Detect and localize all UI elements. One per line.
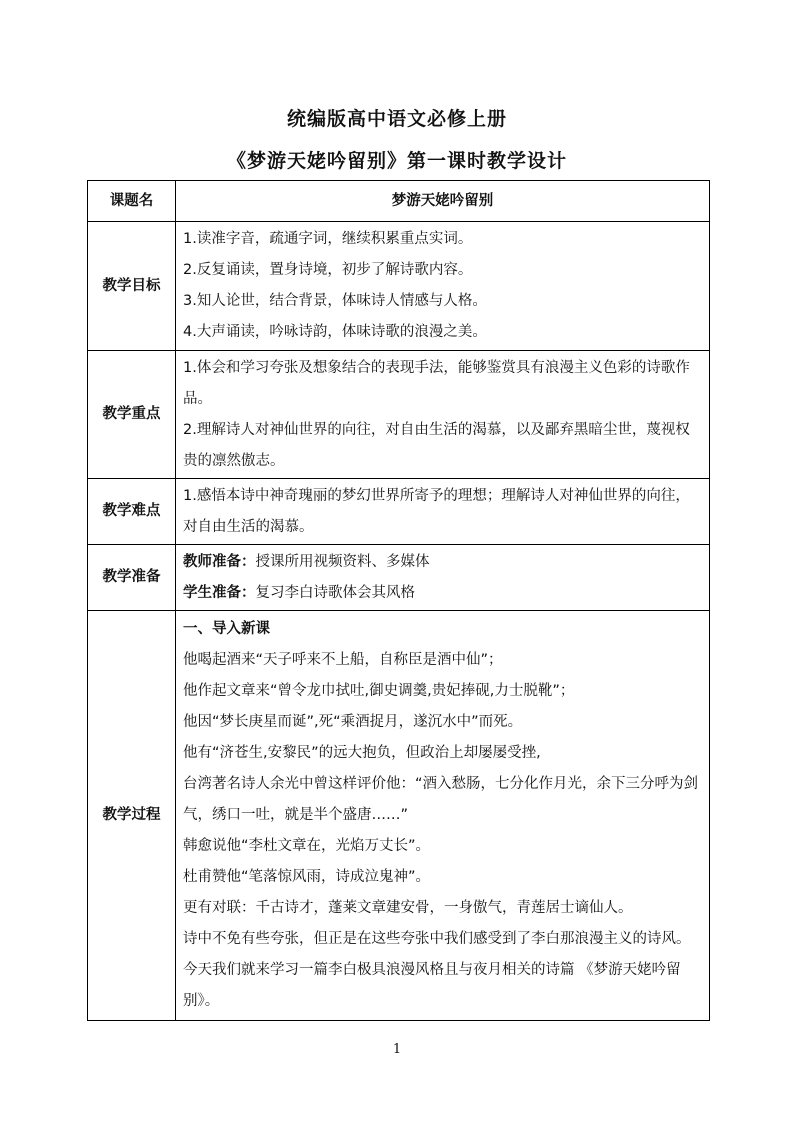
process-line: 他作起文章来“曾令龙巾拭吐,御史调羹,贵妃捧砚,力士脱靴”；	[183, 683, 575, 699]
key-points-label: 教学重点	[88, 351, 176, 479]
table-row-difficulty	[88, 479, 710, 545]
document-subtitle: 《梦游天姥吟留别》第一课时教学设计	[226, 150, 567, 172]
process-line: 他有“济苍生,安黎民”的远大抱负，但政治上却屡屡受挫,	[183, 745, 541, 761]
process-cell	[176, 611, 710, 1021]
student-preparation	[183, 578, 702, 609]
key-points-cell	[176, 351, 710, 479]
goals-label: 教学目标	[88, 222, 176, 351]
teacher-preparation-label: 教师准备：	[183, 553, 256, 570]
key-point-item: 2.理解诗人对神仙世界的向往，对自由生活的渴慕，以及鄙弃黑暗尘世，蔑视权贵的凛然傲志。	[183, 421, 690, 469]
table-row-key-points	[88, 351, 710, 479]
teacher-preparation	[183, 547, 702, 578]
process-line: 杜甫赞他“笔落惊风雨，诗成泣鬼神”。	[183, 869, 431, 885]
difficulty-label: 教学难点	[88, 479, 176, 545]
goal-item: 1.读准字音，疏通字词，继续积累重点实词。	[183, 231, 473, 247]
process-section-title: 一、导入新课	[183, 621, 270, 637]
goal-item: 2.反复诵读，置身诗境，初步了解诗歌内容。	[183, 262, 473, 278]
topic-value: 梦游天姥吟留别	[176, 181, 710, 222]
difficulty-cell	[176, 479, 710, 545]
topic-label: 课题名	[88, 181, 176, 222]
table-row-preparation	[88, 545, 710, 611]
key-point-item: 1.体会和学习夸张及想象结合的表现手法，能够鉴赏具有浪漫主义色彩的诗歌作品。	[183, 359, 690, 407]
page-number: 1	[392, 1042, 402, 1057]
process-line: 诗中不免有些夸张，但正是在这些夸张中我们感受到了李白那浪漫主义的诗风。今天我们就来学习一篇李白极具浪漫风格且与夜月相关的诗篇 《梦游天姥吟留别》。	[183, 931, 691, 1009]
preparation-cell	[176, 545, 710, 611]
process-line: 他因“梦长庚星而诞”,死“乘酒捉月，遂沉水中”而死。	[183, 714, 523, 730]
difficulty-item: 1.感悟本诗中神奇瑰丽的梦幻世界所寄予的理想；理解诗人对神仙世界的向往，对自由生活的渴慕。	[183, 487, 690, 535]
process-line: 韩愈说他“李杜文章在，光焰万丈长”。	[183, 838, 431, 854]
preparation-label: 教学准备	[88, 545, 176, 611]
process-line: 台湾著名诗人余光中曾这样评价他：“酒入愁肠，七分化作月光，余下三分呼为剑气，绣口一吐，就是半个盛唐……”	[183, 776, 699, 823]
process-line: 他喝起酒来“天子呼来不上船，自称臣是酒中仙”；	[183, 652, 503, 668]
goal-item: 3.知人论世，结合背景，体味诗人情感与人格。	[183, 293, 487, 309]
student-preparation-text: 复习李白诗歌体会其风格	[255, 584, 415, 601]
process-label: 教学过程	[88, 611, 176, 1021]
table-row-process	[88, 611, 710, 1021]
goals-cell	[176, 222, 710, 351]
table-row-goals	[88, 222, 710, 351]
document-title: 统编版高中语文必修上册	[286, 108, 507, 130]
process-line: 更有对联：千古诗才，蓬莱文章建安骨，一身傲气，青莲居士谪仙人。	[183, 900, 633, 916]
teacher-preparation-text: 授课所用视频资料、多媒体	[255, 553, 430, 570]
goal-item: 4.大声诵读，吟咏诗韵，体味诗歌的浪漫之美。	[183, 324, 487, 340]
lesson-plan-table	[87, 180, 710, 1021]
student-preparation-label: 学生准备：	[183, 584, 256, 601]
table-row-topic	[88, 181, 710, 222]
